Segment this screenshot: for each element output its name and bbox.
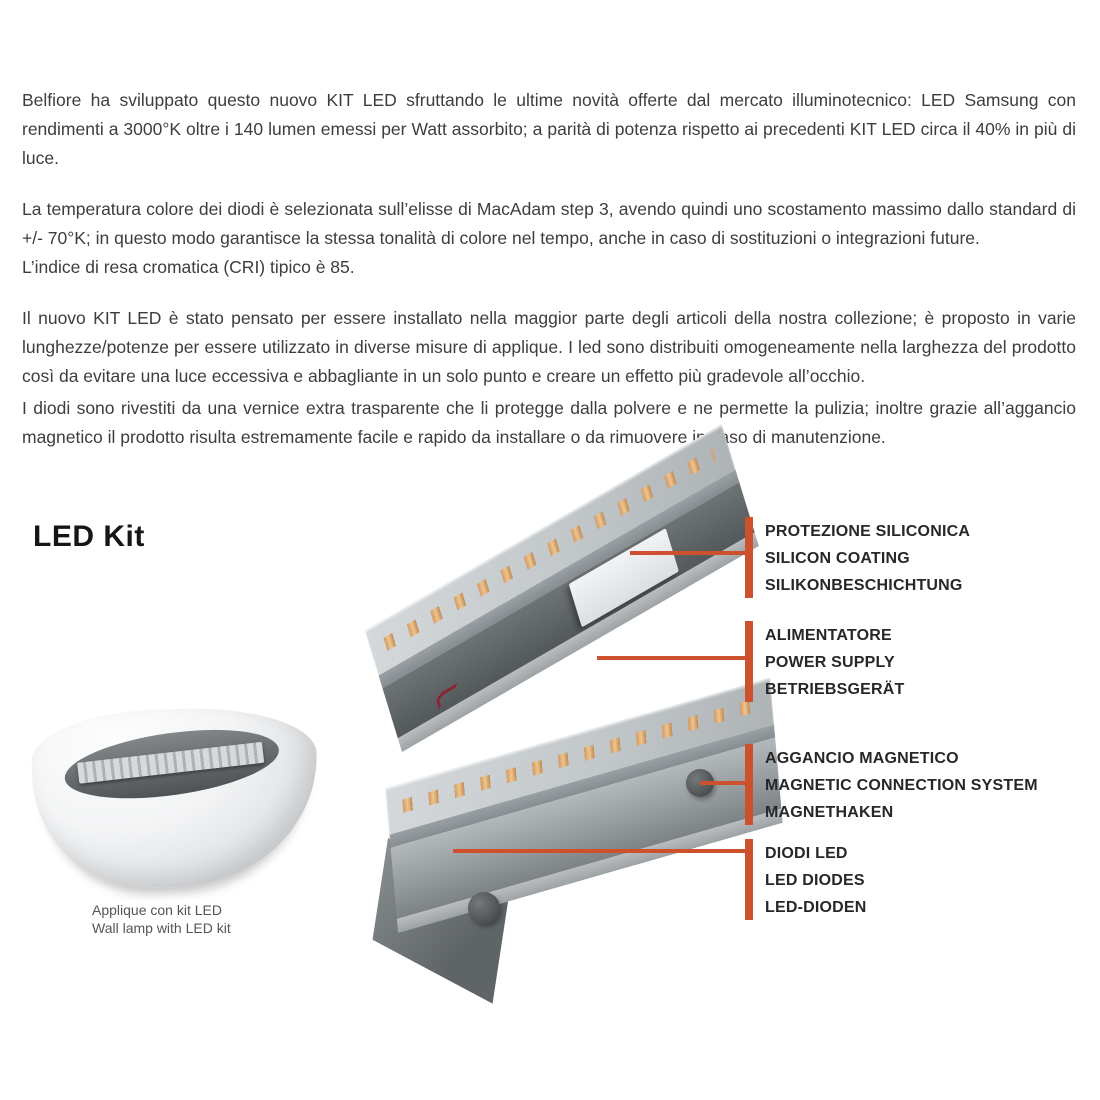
callout-label-de: SILIKONBESCHICHTUNG (765, 577, 963, 594)
callout-label-it: DIODI LED (765, 845, 848, 862)
callout-accent-bar (745, 744, 753, 825)
wall-lamp-led-kit (77, 742, 264, 784)
callout-label-en: LED DIODES (765, 872, 865, 889)
callout-silicon-coating (745, 517, 970, 598)
callout-label-it: ALIMENTATORE (765, 627, 892, 644)
leader-line-led-diodes (453, 849, 747, 853)
callout-label-en: POWER SUPPLY (765, 654, 895, 671)
paragraph-coating-magnetic: I diodi sono rivestiti da una vernice extra trasparente che li protegge dalla polvere e ne permette la pulizia; inoltre grazie all’aggancio magnetico il prodotto risulta estremamente facile e rapido da installare o da rimuovere in caso di manutenzione. (22, 398, 1076, 447)
callout-led-diodes (745, 839, 867, 920)
callout-label-en: MAGNETIC CONNECTION SYSTEM (765, 777, 1038, 794)
paragraph-color-temperature: La temperatura colore dei diodi è selezionata sull’elisse di MacAdam step 3, avendo quindi uno scostamento massimo dallo standard di +/- 70°K; in questo modo garantisce la stessa tonalità di colore nel tempo, anche in caso di sostituzioni o integrazioni future. (22, 199, 1076, 248)
paragraph-cri: L’indice di resa cromatica (CRI) tipico è 85. (22, 257, 355, 277)
callout-label-it: AGGANCIO MAGNETICO (765, 750, 959, 767)
callout-label-de: LED-DIODEN (765, 899, 867, 916)
figure-caption-italian: Applique con kit LED (92, 902, 222, 918)
callout-accent-bar (745, 621, 753, 702)
paragraph-led-kit-intro: Belfiore ha sviluppato questo nuovo KIT LED sfruttando le ultime novità offerte dal mercato illuminotecnico: LED Samsung con rendimenti a 3000°K oltre i 140 lumen emessi per Watt assorbito; a parità di potenza rispetto ai precedenti KIT LED circa il 40% in più di luce. (22, 90, 1076, 168)
page-title: LED Kit (33, 520, 145, 553)
callout-accent-bar (745, 517, 753, 598)
figure-caption-english: Wall lamp with LED kit (92, 920, 231, 936)
callout-magnetic-connection (745, 744, 1038, 825)
magnet-knob-icon (468, 892, 500, 924)
callout-label-de: BETRIEBSGERÄT (765, 681, 905, 698)
wall-lamp-figure (28, 695, 328, 905)
callout-label-it: PROTEZIONE SILICONICA (765, 523, 971, 540)
figure-caption (92, 901, 231, 937)
wall-lamp-body (30, 704, 321, 892)
leader-line-magnetic-connection (700, 781, 747, 785)
callout-label-de: MAGNETHAKEN (765, 804, 894, 821)
wall-lamp-cavity (61, 718, 284, 809)
leader-line-power-supply (597, 656, 747, 660)
paragraph-installation: Il nuovo KIT LED è stato pensato per essere installato nella maggior parte degli articoli della nostra collezione; è proposto in varie lunghezze/potenze per essere utilizzato in diverse misure di applique. I led sono distribuiti omogeneamente nella larghezza del prodotto così da evitare una luce eccessiva e abbagliante in un solo punto e creare un effetto più gradevole all’occhio. (22, 308, 1076, 386)
callout-label-en: SILICON COATING (765, 550, 910, 567)
callout-power-supply (745, 621, 905, 702)
leader-line-silicon-coating (630, 551, 747, 555)
callout-accent-bar (745, 839, 753, 920)
intro-text (22, 86, 1076, 452)
